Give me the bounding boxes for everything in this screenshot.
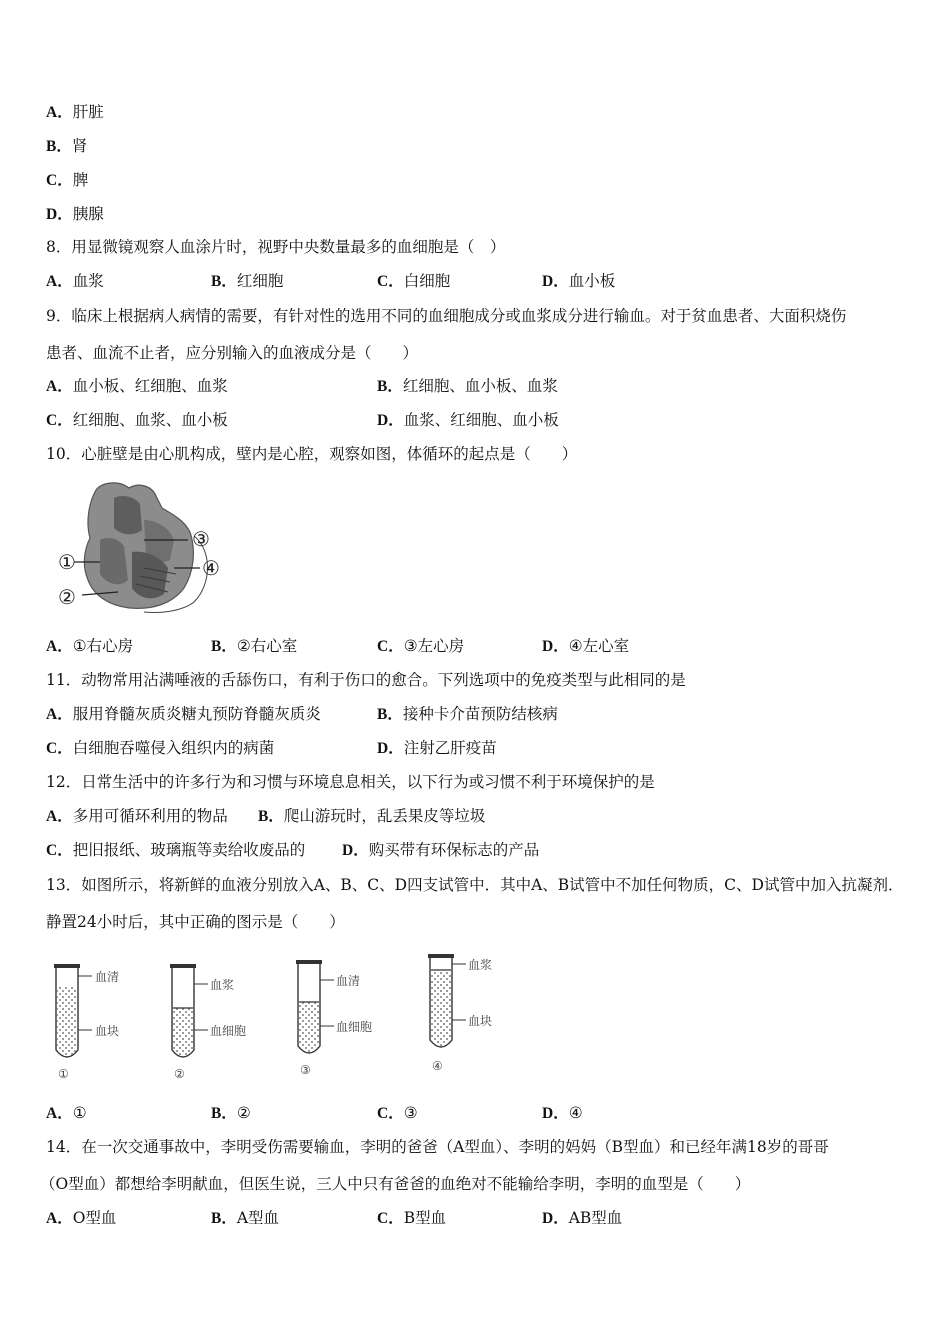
q9-option-b[interactable]: B．红细胞、血小板、血浆 bbox=[377, 377, 558, 395]
tube-2-number: ② bbox=[174, 1067, 185, 1081]
tube-3-top-label: 血清 bbox=[336, 974, 361, 988]
q12-option-a[interactable]: A．多用可循环利用的物品 bbox=[46, 807, 228, 825]
q9-option-d[interactable]: D．血浆、红细胞、血小板 bbox=[377, 411, 559, 429]
q14-option-c[interactable]: C．B型血 bbox=[377, 1209, 447, 1227]
q13-option-a[interactable]: A．① bbox=[46, 1104, 87, 1122]
heart-label-4: ④ bbox=[202, 556, 220, 580]
heart-label-2: ② bbox=[58, 585, 76, 609]
q9-stem-line2: 患者、血流不止者，应分别输入的血液成分是（ ） bbox=[46, 344, 419, 362]
q8-option-b[interactable]: B．红细胞 bbox=[211, 272, 284, 290]
tube-4-bottom-label: 血块 bbox=[468, 1014, 493, 1028]
q11-option-d[interactable]: D．注射乙肝疫苗 bbox=[377, 739, 497, 757]
q8-option-d[interactable]: D．血小板 bbox=[542, 272, 616, 290]
q10-option-b[interactable]: B．②右心室 bbox=[211, 637, 298, 655]
q13-option-b[interactable]: B．② bbox=[211, 1104, 251, 1122]
q8-option-c[interactable]: C．白细胞 bbox=[377, 272, 451, 290]
q7-option-a[interactable]: A．肝脏 bbox=[46, 103, 104, 121]
q7-option-c[interactable]: C．脾 bbox=[46, 171, 89, 189]
tube-4-number: ④ bbox=[432, 1059, 443, 1073]
q12-stem: 12．日常生活中的许多行为和习惯与环境息息相关，以下行为或习惯不利于环境保护的是 bbox=[46, 773, 655, 791]
q10-stem: 10．心脏壁是由心肌构成，壁内是心腔，观察如图，体循环的起点是（ ） bbox=[46, 445, 578, 463]
q11-option-c[interactable]: C．白细胞吞噬侵入组织内的病菌 bbox=[46, 739, 275, 757]
q13-option-d[interactable]: D．④ bbox=[542, 1104, 583, 1122]
q12-option-b[interactable]: B．爬山游玩时，乱丢果皮等垃圾 bbox=[258, 807, 486, 825]
tube-2 bbox=[170, 964, 246, 1081]
q8-option-a[interactable]: A．血浆 bbox=[46, 272, 104, 290]
q14-option-d[interactable]: D．AB型血 bbox=[542, 1209, 623, 1227]
q14-stem-line1: 14．在一次交通事故中，李明受伤需要输血，李明的爸爸（A型血）、李明的妈妈（B型血）和已经年满18岁的哥哥 bbox=[46, 1138, 829, 1156]
q7-option-d[interactable]: D．胰腺 bbox=[46, 205, 104, 223]
q13-option-c[interactable]: C．③ bbox=[377, 1104, 418, 1122]
tube-1-bottom-label: 血块 bbox=[95, 1024, 120, 1038]
q14-stem-line2: （O型血）都想给李明献血，但医生说，三人中只有爸爸的血绝对不能输给李明，李明的血型是（ ） bbox=[40, 1175, 751, 1193]
q13-stem-line1: 13．如图所示，将新鲜的血液分别放入A、B、C、D四支试管中．其中A、B试管中不加任何物质，C、D试管中加入抗凝剂． bbox=[46, 876, 904, 894]
tube-1-number: ① bbox=[58, 1067, 69, 1081]
tube-3 bbox=[296, 960, 372, 1077]
tube-1-top-label: 血清 bbox=[95, 970, 120, 984]
tube-3-number: ③ bbox=[300, 1063, 311, 1077]
heart-label-1: ① bbox=[58, 550, 76, 574]
q11-option-a[interactable]: A．服用脊髓灰质炎糖丸预防脊髓灰质炎 bbox=[46, 705, 321, 723]
tube-2-top-label: 血浆 bbox=[210, 978, 235, 992]
q9-option-c[interactable]: C．红细胞、血浆、血小板 bbox=[46, 411, 228, 429]
q10-option-d[interactable]: D．④左心室 bbox=[542, 637, 630, 655]
q10-option-a[interactable]: A．①右心房 bbox=[46, 637, 134, 655]
q10-option-c[interactable]: C．③左心房 bbox=[377, 637, 465, 655]
q7-option-b[interactable]: B．肾 bbox=[46, 137, 88, 155]
q9-stem-line1: 9．临床上根据病人病情的需要，有针对性的选用不同的血细胞成分或血浆成分进行输血。对于贫血患者、大面积烧伤 bbox=[46, 307, 847, 325]
tube-4-top-label: 血浆 bbox=[468, 958, 493, 972]
q14-option-a[interactable]: A．O型血 bbox=[46, 1209, 117, 1227]
tube-1 bbox=[54, 964, 119, 1081]
q13-stem-line2: 静置24小时后，其中正确的图示是（ ） bbox=[46, 913, 345, 931]
q9-option-a[interactable]: A．血小板、红细胞、血浆 bbox=[46, 377, 228, 395]
tube-2-bottom-label: 血细胞 bbox=[210, 1024, 247, 1038]
q11-stem: 11．动物常用沾满唾液的舌舔伤口，有利于伤口的愈合。下列选项中的免疫类型与此相同的是 bbox=[46, 671, 686, 689]
heart-label-3: ③ bbox=[192, 527, 210, 551]
tube-3-bottom-label: 血细胞 bbox=[336, 1020, 373, 1034]
tube-4 bbox=[428, 954, 492, 1073]
q14-option-b[interactable]: B．A型血 bbox=[211, 1209, 280, 1227]
q11-option-b[interactable]: B．接种卡介苗预防结核病 bbox=[377, 705, 558, 723]
q8-stem: 8．用显微镜观察人血涂片时，视野中央数量最多的血细胞是（ ） bbox=[46, 238, 506, 256]
q12-option-c[interactable]: C．把旧报纸、玻璃瓶等卖给收废品的 bbox=[46, 841, 306, 859]
test-tubes-figure bbox=[40, 950, 520, 1085]
heart-diagram bbox=[44, 480, 234, 615]
q12-option-d[interactable]: D．购买带有环保标志的产品 bbox=[342, 841, 540, 859]
